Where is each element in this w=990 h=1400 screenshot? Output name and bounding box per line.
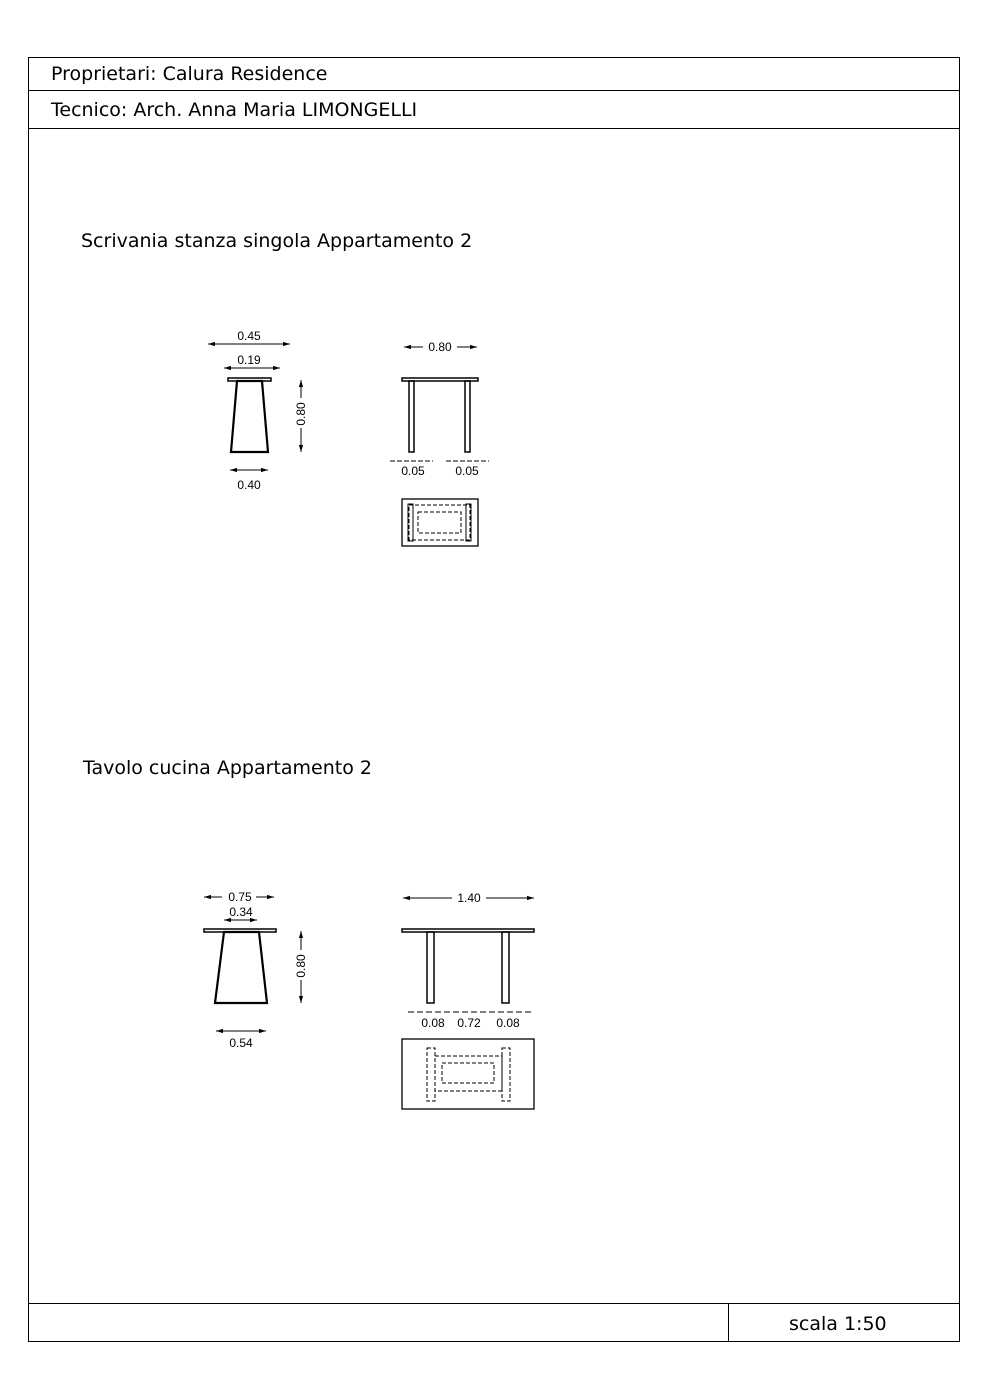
dimension-label: 0.72	[457, 1016, 481, 1030]
dimension-label: 0.80	[294, 954, 308, 978]
table-side-view	[204, 889, 308, 1050]
dimension-label: 0.40	[237, 478, 261, 492]
dimension-label: 0.80	[294, 402, 308, 426]
dimension-label: 0.19	[237, 353, 261, 367]
table-leg-right	[502, 932, 509, 1003]
table-section-title: Tavolo cucina Appartamento 2	[83, 757, 372, 779]
dimension-label: 0.45	[237, 329, 261, 343]
desk-leg-right	[465, 381, 470, 452]
table-top	[402, 929, 534, 932]
table-leg-left	[427, 932, 434, 1003]
dimension-label: 0.54	[229, 1036, 253, 1050]
technician-label: Tecnico: Arch. Anna Maria LIMONGELLI	[51, 99, 418, 121]
dimension-label: 0.05	[455, 464, 479, 478]
dimension-label: 0.08	[421, 1016, 445, 1030]
table-plan-view	[402, 1039, 534, 1109]
desk-section-title: Scrivania stanza singola Appartamento 2	[81, 230, 473, 252]
dimension-label: 0.34	[229, 905, 253, 919]
table-plan-frame	[435, 1056, 502, 1091]
desk-side-view	[208, 329, 308, 492]
desk-plan-view	[402, 499, 478, 546]
dimension-label: 0.80	[428, 340, 452, 354]
desk-leg-left	[409, 381, 414, 452]
desk-plan-inner	[418, 512, 461, 533]
dimension-label: 1.40	[457, 891, 481, 905]
scale-label: scala 1:50	[789, 1313, 887, 1335]
table-plan-inner	[442, 1063, 494, 1083]
desk-front-view	[390, 339, 489, 478]
table-base-section	[215, 932, 267, 1003]
dimension-label: 0.05	[401, 464, 425, 478]
desk-base-section	[231, 381, 268, 452]
table-front-view	[402, 890, 534, 1030]
dimension-label: 0.75	[228, 890, 252, 904]
table-plan-leg-left	[427, 1048, 435, 1101]
dimension-label: 0.08	[496, 1016, 520, 1030]
owners-label: Proprietari: Calura Residence	[51, 63, 328, 85]
table-plan-leg-right	[502, 1048, 510, 1101]
table-plan-outline	[402, 1039, 534, 1109]
